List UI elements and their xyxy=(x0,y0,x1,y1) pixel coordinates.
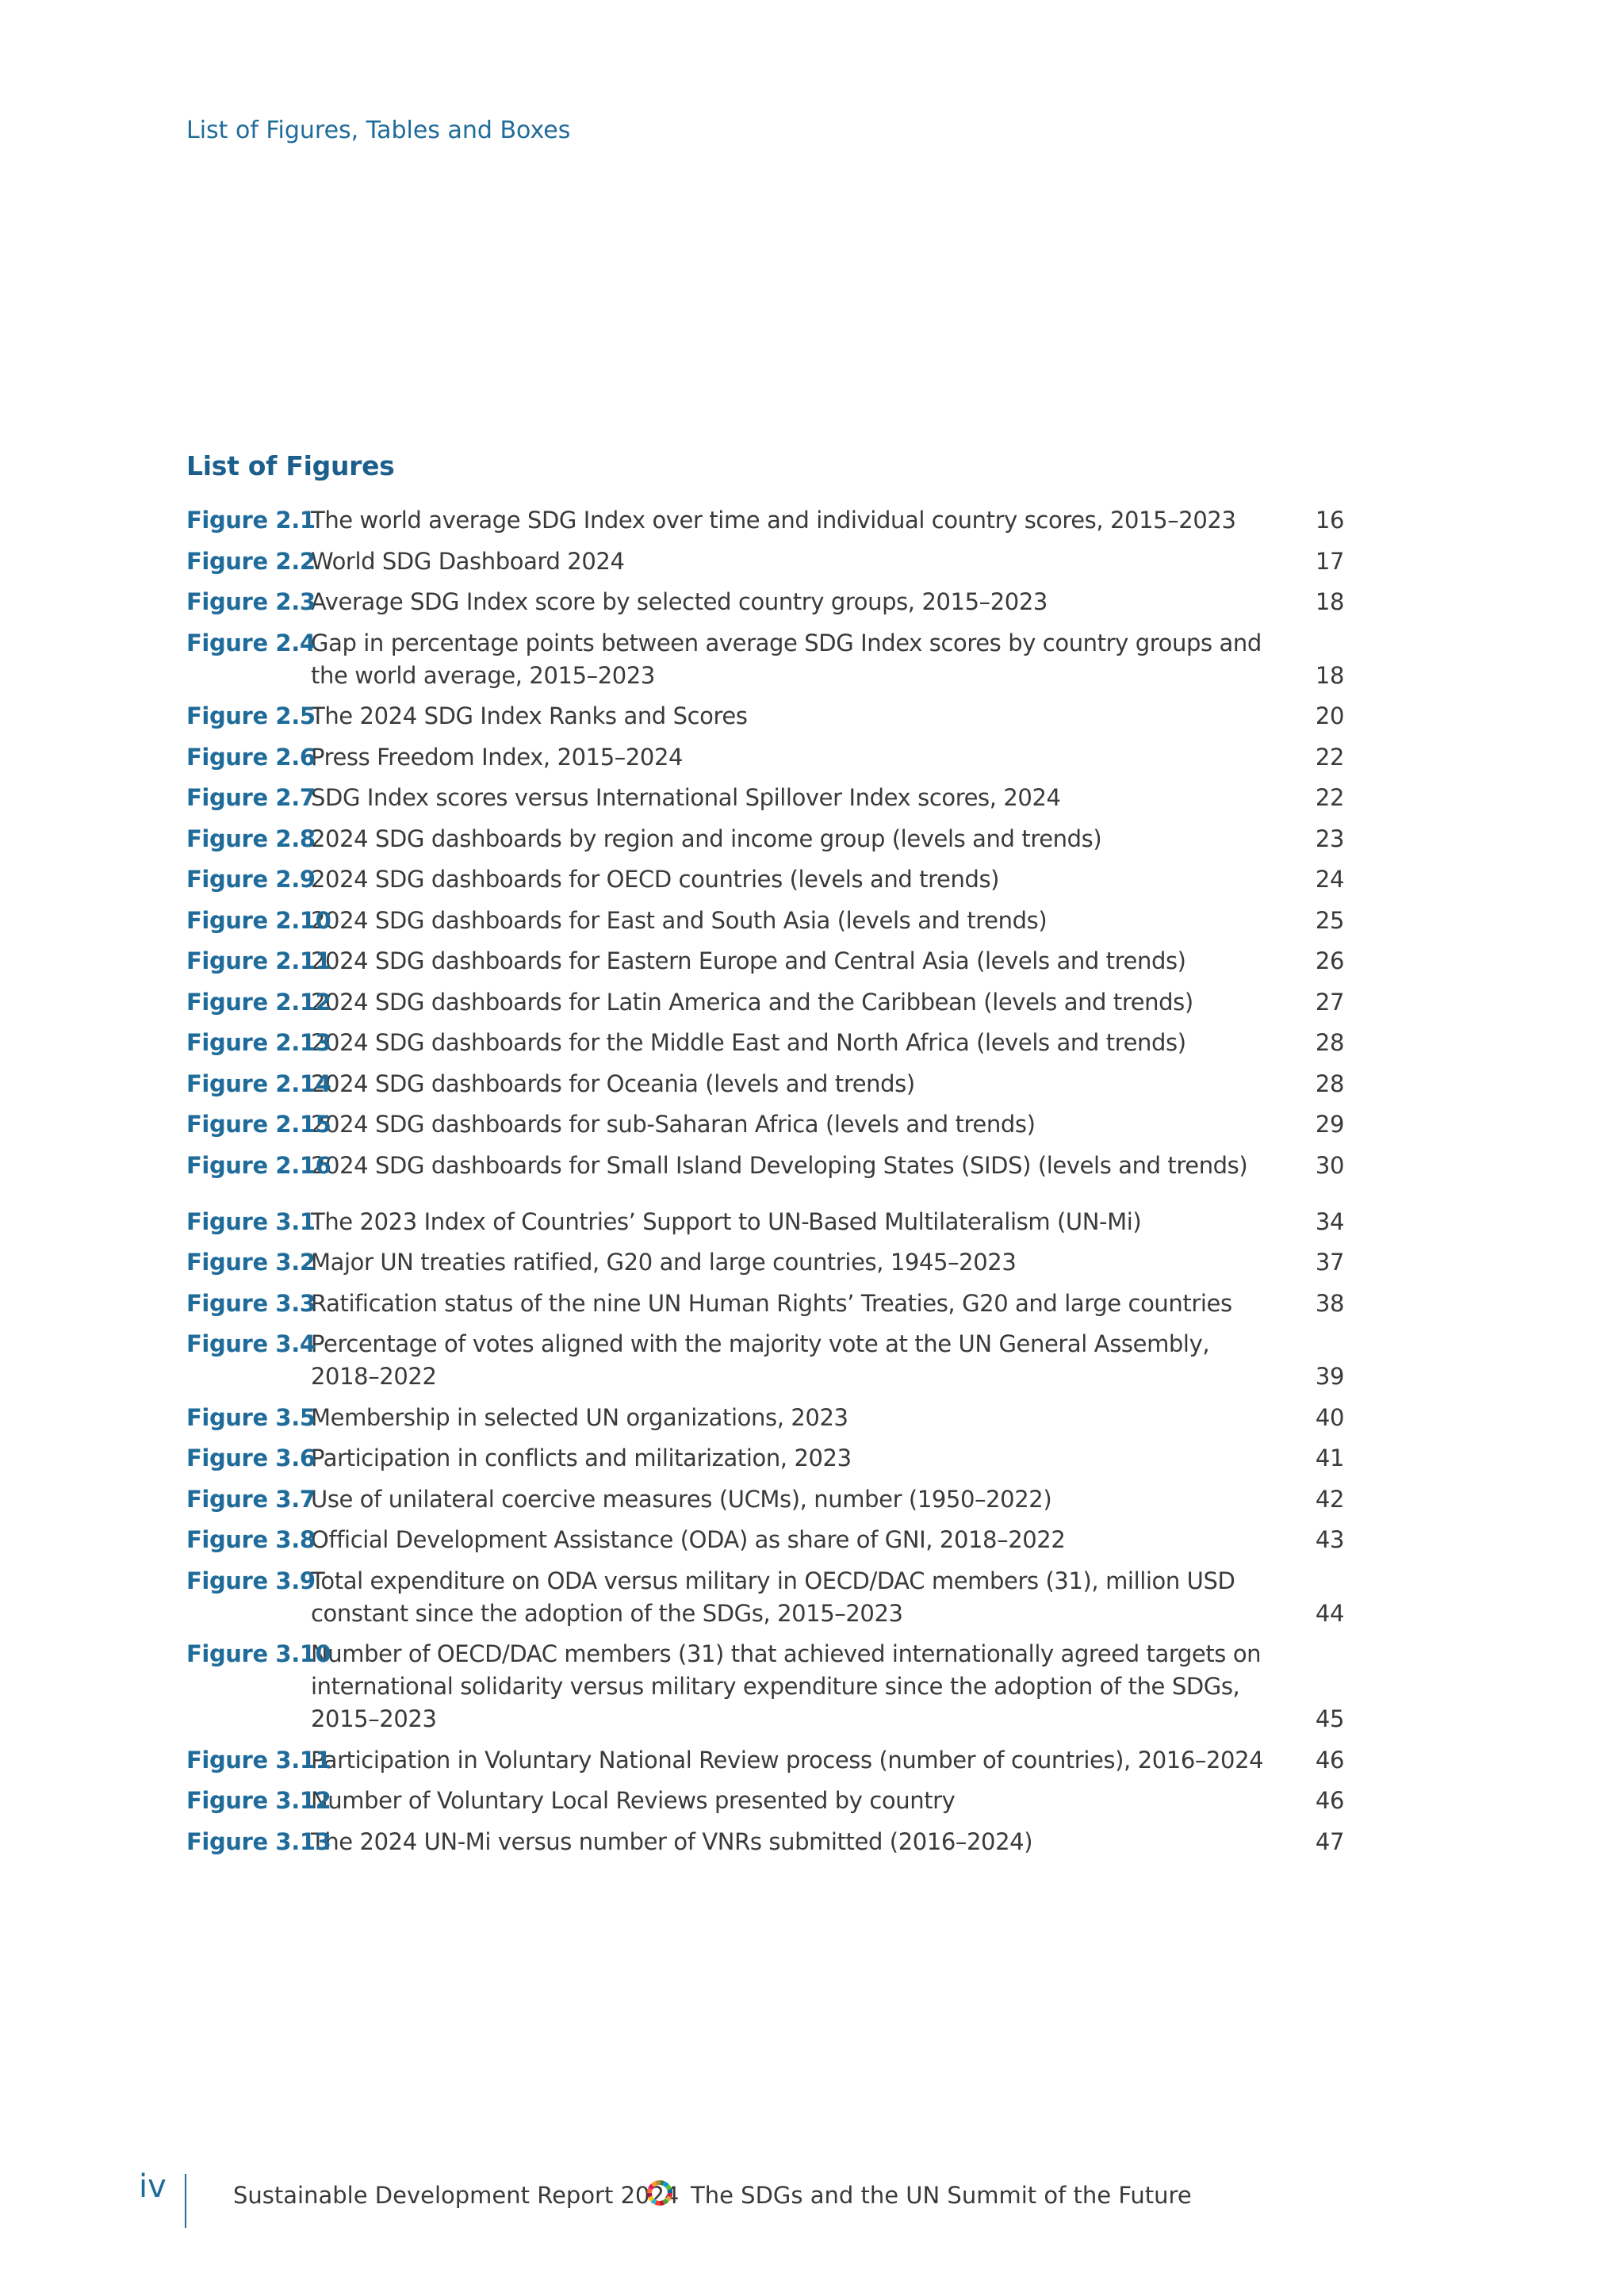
list-item xyxy=(186,945,1344,978)
list-item xyxy=(186,863,1344,896)
figure-label: Figure 3.2 xyxy=(186,1249,316,1276)
page-number: 42 xyxy=(1315,1485,1344,1513)
list-item xyxy=(186,823,1344,855)
figure-title: 2024 SDG dashboards for East and South Asia (levels and trends) xyxy=(311,906,1048,934)
figure-label: Figure 3.7 xyxy=(186,1485,316,1513)
list-item xyxy=(186,1150,1344,1182)
list-item xyxy=(186,905,1344,937)
list-item xyxy=(186,1246,1344,1279)
figure-label: Figure 3.11 xyxy=(186,1746,331,1774)
figure-label: Figure 3.5 xyxy=(186,1403,316,1431)
figure-label: Figure 2.7 xyxy=(186,784,316,811)
page-number: 28 xyxy=(1315,1029,1344,1056)
list-item xyxy=(186,741,1344,774)
page-number: 39 xyxy=(1315,1363,1344,1390)
figure-title: The 2024 SDG Index Ranks and Scores xyxy=(311,702,748,729)
page-number: 45 xyxy=(1315,1705,1344,1732)
page-number: 20 xyxy=(1315,702,1344,729)
page-number: 30 xyxy=(1315,1151,1344,1179)
figure-title: Number of Voluntary Local Reviews presented by country xyxy=(311,1787,956,1814)
figure-label: Figure 2.6 xyxy=(186,743,316,771)
figure-title: 2024 SDG dashboards for Small Island Developing States (SIDS) (levels and trends) xyxy=(311,1151,1248,1179)
sdg-wheel-icon xyxy=(645,2179,674,2207)
page-number: 16 xyxy=(1315,507,1344,534)
figure-label: Figure 2.8 xyxy=(186,825,316,852)
figure-label: Figure 2.16 xyxy=(186,1151,331,1179)
figure-label: Figure 2.1 xyxy=(186,507,316,534)
list-item xyxy=(186,986,1344,1019)
list-item xyxy=(186,1483,1344,1516)
figure-label: Figure 2.5 xyxy=(186,702,316,729)
figure-title: The 2024 UN-Mi versus number of VNRs submitted (2016–2024) xyxy=(311,1827,1033,1855)
footer-divider xyxy=(185,2174,186,2228)
figure-label: Figure 2.12 xyxy=(186,988,331,1016)
figure-label: Figure 2.13 xyxy=(186,1029,331,1056)
page-number: 18 xyxy=(1315,661,1344,689)
section-title: List of Figures xyxy=(186,450,395,481)
figure-title: 2024 SDG dashboards for OECD countries (levels and trends) xyxy=(311,866,1000,893)
page-number: 38 xyxy=(1315,1289,1344,1317)
figure-label: Figure 2.3 xyxy=(186,588,316,615)
figure-title: 2024 SDG dashboards for Oceania (levels and trends) xyxy=(311,1070,915,1097)
list-item xyxy=(186,1785,1344,1817)
figure-title: 2024 SDG dashboards for Latin America and the Caribbean (levels and trends) xyxy=(311,988,1193,1016)
figure-label: Figure 3.9 xyxy=(186,1567,316,1594)
page-number: 37 xyxy=(1315,1249,1344,1276)
page-number: 44 xyxy=(1315,1599,1344,1627)
page-number: 34 xyxy=(1315,1207,1344,1235)
figure-label: Figure 2.15 xyxy=(186,1111,331,1138)
figure-label: Figure 2.9 xyxy=(186,866,316,893)
figure-title: Official Development Assistance (ODA) as share of GNI, 2018–2022 xyxy=(311,1526,1066,1553)
figure-title: Participation in conflicts and militarization, 2023 xyxy=(311,1445,852,1471)
figure-title: Use of unilateral coercive measures (UCMs), number (1950–2022) xyxy=(311,1485,1052,1513)
page-number: 47 xyxy=(1315,1827,1344,1855)
figure-label: Figure 2.11 xyxy=(186,947,331,974)
figure-title: Number of OECD/DAC members (31) that achieved internationally agreed targets on international solidarity versus military expenditure since the adoption of the SDGs, 2015–2023 xyxy=(311,1640,1262,1732)
list-item xyxy=(186,545,1344,578)
list-item xyxy=(186,1402,1344,1434)
list-item xyxy=(186,1524,1344,1556)
figure-label: Figure 2.14 xyxy=(186,1070,331,1097)
figure-title: 2024 SDG dashboards for sub-Saharan Africa (levels and trends) xyxy=(311,1111,1036,1138)
figure-title: The world average SDG Index over time and individual country scores, 2015–2023 xyxy=(311,507,1236,534)
list-item xyxy=(186,1108,1344,1141)
figure-title: Total expenditure on ODA versus military in OECD/DAC members (31), million USD constant since the adoption of the SDGs, 2015–2023 xyxy=(311,1567,1235,1627)
page-number: 46 xyxy=(1315,1746,1344,1774)
figure-label: Figure 3.13 xyxy=(186,1827,331,1855)
list-item xyxy=(186,1027,1344,1059)
footer-folio: iv xyxy=(139,2168,167,2205)
list-item xyxy=(186,627,1344,692)
figure-label: Figure 3.3 xyxy=(186,1289,316,1317)
page-number: 41 xyxy=(1315,1445,1344,1471)
figure-title: The 2023 Index of Countries’ Support to UN-Based Multilateralism (UN-Mi) xyxy=(311,1207,1142,1235)
figure-title: Average SDG Index score by selected country groups, 2015–2023 xyxy=(311,588,1048,615)
figure-title: Percentage of votes aligned with the majority vote at the UN General Assembly, 2018–2022 xyxy=(311,1330,1210,1390)
figure-label: Figure 2.10 xyxy=(186,906,331,934)
figure-title: 2024 SDG dashboards for the Middle East and North Africa (levels and trends) xyxy=(311,1029,1186,1056)
figure-title: 2024 SDG dashboards by region and income group (levels and trends) xyxy=(311,825,1102,852)
figure-label: Figure 3.12 xyxy=(186,1787,331,1814)
page-number: 28 xyxy=(1315,1070,1344,1097)
figure-label: Figure 3.8 xyxy=(186,1526,316,1553)
list-item xyxy=(186,782,1344,814)
footer-report-title: Sustainable Development Report 2024 xyxy=(233,2182,680,2209)
figure-label: Figure 3.4 xyxy=(186,1330,316,1357)
figure-label: Figure 3.1 xyxy=(186,1207,316,1235)
page-number: 29 xyxy=(1315,1111,1344,1138)
list-item xyxy=(186,1068,1344,1100)
figure-title: Major UN treaties ratified, G20 and large countries, 1945–2023 xyxy=(311,1249,1017,1276)
list-item xyxy=(186,504,1344,537)
page-number: 17 xyxy=(1315,547,1344,575)
figure-list xyxy=(186,504,1344,1866)
list-item xyxy=(186,1288,1344,1320)
figure-label: Figure 2.4 xyxy=(186,629,316,656)
list-item xyxy=(186,1638,1344,1735)
list-item xyxy=(186,1206,1344,1238)
list-item xyxy=(186,1565,1344,1630)
page-number: 18 xyxy=(1315,588,1344,615)
page-number: 24 xyxy=(1315,866,1344,893)
list-item xyxy=(186,1744,1344,1777)
page-number: 40 xyxy=(1315,1403,1344,1431)
figure-title: Participation in Voluntary National Review process (number of countries), 2016–2024 xyxy=(311,1746,1264,1774)
list-item xyxy=(186,700,1344,733)
page-number: 43 xyxy=(1315,1526,1344,1553)
list-item xyxy=(186,1442,1344,1475)
figure-title: Membership in selected UN organizations, 2023 xyxy=(311,1403,848,1431)
page-number: 22 xyxy=(1315,743,1344,771)
figure-title: 2024 SDG dashboards for Eastern Europe and Central Asia (levels and trends) xyxy=(311,947,1186,974)
footer-report-subtitle: The SDGs and the UN Summit of the Future xyxy=(691,2182,1192,2209)
figure-title: SDG Index scores versus International Spillover Index scores, 2024 xyxy=(311,784,1061,811)
page-number: 26 xyxy=(1315,947,1344,974)
page-number: 25 xyxy=(1315,906,1344,934)
figure-title: Press Freedom Index, 2015–2024 xyxy=(311,743,684,771)
figure-title: Gap in percentage points between average SDG Index scores by country groups and the world average, 2015–2023 xyxy=(311,629,1262,689)
page-number: 27 xyxy=(1315,988,1344,1016)
figure-title: World SDG Dashboard 2024 xyxy=(311,547,625,575)
figure-label: Figure 3.10 xyxy=(186,1640,331,1667)
figure-title: Ratification status of the nine UN Human Rights’ Treaties, G20 and large countries xyxy=(311,1289,1232,1317)
list-item xyxy=(186,1826,1344,1858)
list-item xyxy=(186,1328,1344,1393)
page-number: 46 xyxy=(1315,1787,1344,1814)
figure-label: Figure 2.2 xyxy=(186,547,316,575)
page-number: 22 xyxy=(1315,784,1344,811)
list-item xyxy=(186,586,1344,618)
page-number: 23 xyxy=(1315,825,1344,852)
figure-label: Figure 3.6 xyxy=(186,1445,316,1471)
running-head: List of Figures, Tables and Boxes xyxy=(186,117,571,144)
